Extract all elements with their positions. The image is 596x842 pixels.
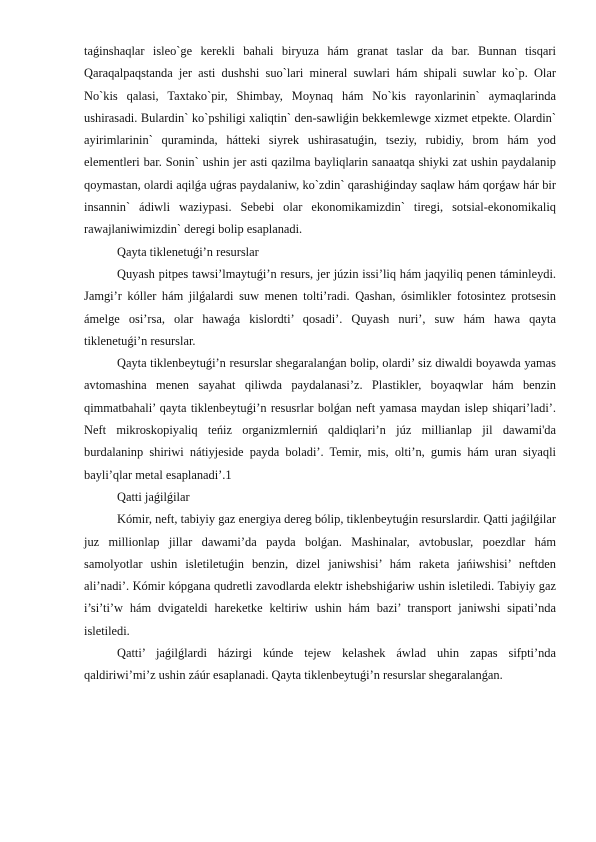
paragraph-renewable-resources: Quyash pitpes tawsi’lmaytuǵi’n resurs, jer júzin issi’liq hám jaqyiliq penen táminleydi. Jamgi’r kóller hám jilǵalardi suw menen tolti’radi. Qashan, ósimlikler fotosintez protsesin ámelge osi’rsa, olar hawaǵa kislordti’ qosadi’. Quyash nuri’, suw hám hawa qayta tiklenetuǵi’n resurslar. [84,266,556,348]
heading-fossil-fuels: Qatti jaǵilǵilar [117,489,190,504]
paragraph-nonrenewable-resources: Qayta tiklenbeytuǵi’n resurslar shegaralanǵan bolip, olardi’ siz diwaldi boyawda yamas avtomashina menen sayahat qiliwda paydalanasi’z. Plastikler, boyaqwlar hám benzin qimmatbahali’ qayta tiklenbeytuǵi’n resusrlar bolǵan neft yamasa maydan islep shiqari’ladi’. Neft mikroskopiyaliq teńiz organizmlerniń qaldiqlari’n júz millianlap jil dawami'da burdalaninp shiriwi nátiyjeside payda boladi’. Temir, mis, olti’n, gumis hám uran siyaqli bayli’qlar metal esaplanadi’.1 [84,356,556,482]
paragraph-mineral-resources: taǵinshaqlar isleo`ge kerekli bahali biryuza hám granat taslar da bar. Bunnan tisqari Qaraqalpaqstanda jer asti dushshi suo`lari mineral suwlari hám shipali suwlar ko`p. Olar No`kis qalasi, Taxtako`pir, Shimbay, Moynaq hám No`kis rayonlarinin` aymaqlarinda ushirasadi. Bulardin` ko`pshiligi xaliqtin` den-sawliǵin bekkemlewge xizmet etpekte. Olardin` ayirimlarinin` quraminda, hátteki siyrek ushirasatuǵin, tseziy, rubidiy, brom hám yod elementleri bar. Sonin` ushin jer asti qazilma bayliqlarin sanaatqa shiyki zat ushin paydalanip qoymastan, olardi aqilǵa uǵras paydalaniw, ko`zdin` qarashiǵinday saqlaw hám qorǵaw hár bir insannin` ádiwli waziypasi. Sebebi olar ekonomikamizdin` tiregi, sotsial-ekonomikaliq rawajlaniwimizdin` deregi bolip esaplanadi. [84,44,556,237]
paragraph-fossil-fuels: Kómir, neft, tabiyiy gaz energiya dereg bólip, tiklenbeytuǵin resurslardir. Qatti jaǵilǵilar juz millionlap jillar dawami’da payda bolǵan. Mashinalar, avtobuslar, poezdlar hám samolyotlar ushin isletiletuǵin benzin, dizel janiwshisi’ hám raketa jańiwshisi’ neftden ali’nadi’. Kómir kópgana qudretli zavodlarda elektr ishebshiǵariw ushin isletiledi. Tabiyiy gaz i’si’ti’w hám dvigateldi hareketke keltiriw ushin hám bazi’ transport janiwshi sipati’nda isletiledi. [84,512,556,638]
paragraph-fuel-conservation: Qatti’ jaǵilǵlardi házirgi kúnde tejew kelashek áwlad uhin zapas sifpti’nda qaldiriwi’mi’z ushin záúr esaplanadi. Qayta tiklenbeytuǵi’n resurslar shegaralanǵan. [84,646,556,683]
document-page [84,40,556,687]
heading-renewable-resources: Qayta tiklenetuǵi’n resurslar [117,244,259,259]
